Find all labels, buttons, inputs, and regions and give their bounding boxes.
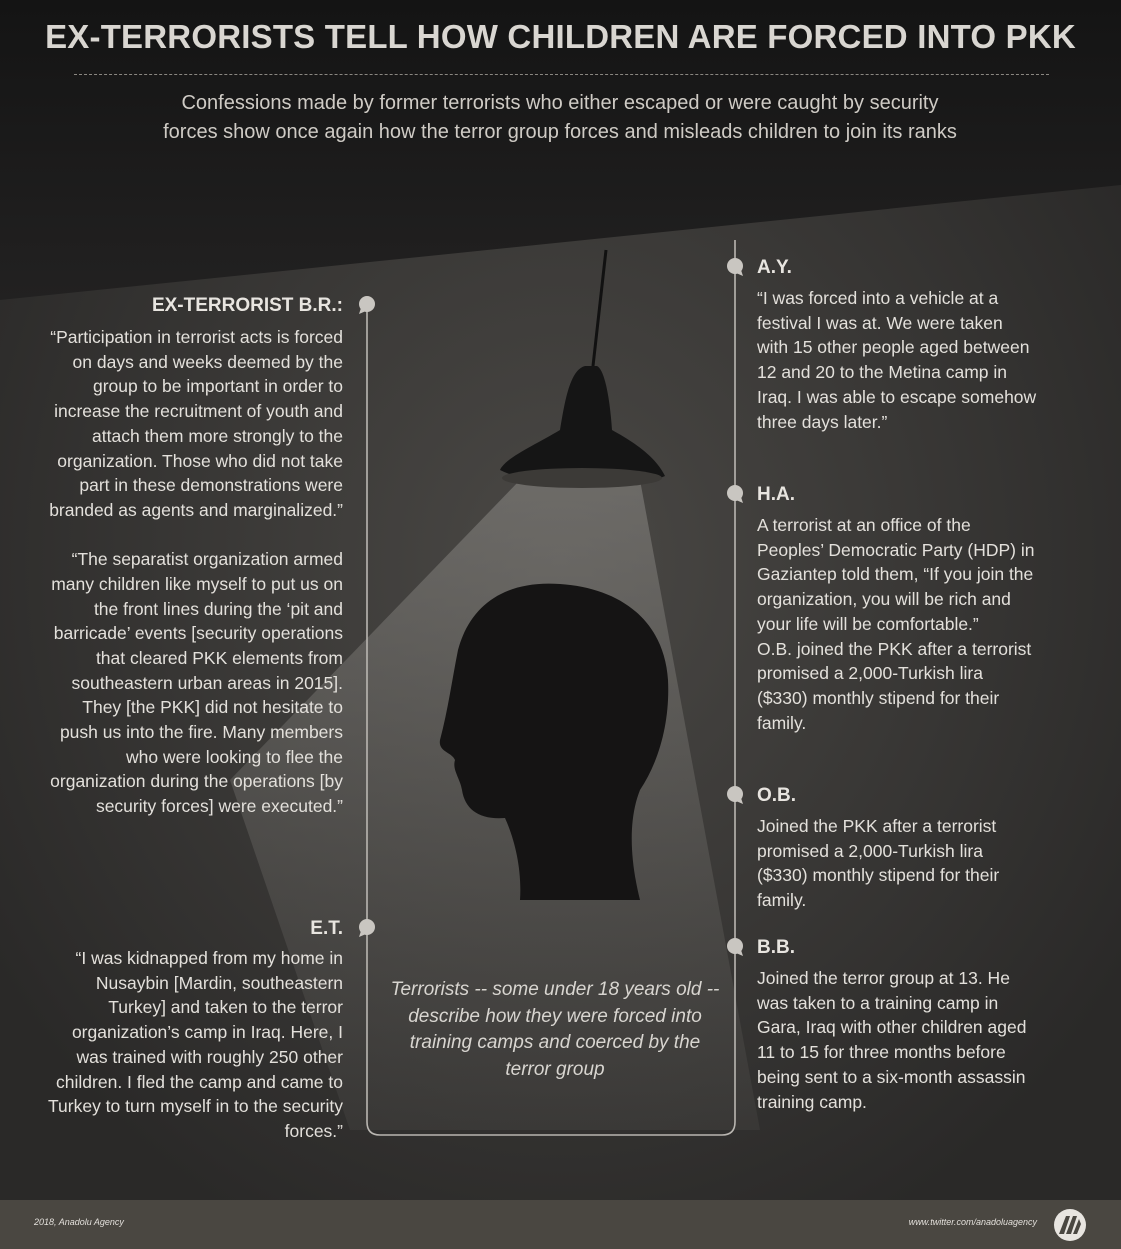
testimony-ob: Joined the PKK after a terrorist promised a 2,000-Turkish lira ($330) monthly stipend for their family. bbox=[757, 816, 1000, 911]
testimony-ha bbox=[757, 513, 1037, 735]
testimony-name-ob: O.B. bbox=[757, 785, 797, 806]
footer-twitter-link[interactable]: www.twitter.com/anadoluagency bbox=[908, 1217, 1037, 1227]
testimony-ay: “I was forced into a vehicle at a festival I was at. We were taken with 15 other people aged between 12 and 20 to the Metina camp in Iraq. I was able to escape somehow three days later.” bbox=[757, 288, 1037, 432]
testimony-name-ha: H.A. bbox=[757, 484, 795, 505]
testimony-bb: Joined the terror group at 13. He was taken to a training camp in Gara, Iraq with other children aged 11 to 15 for three months before being sent to a six-month assassin training camp. bbox=[757, 968, 1027, 1112]
page-subtitle: Confessions made by former terrorists who either escaped or were caught by security forces show once again how the terror group forces and misleads children to join its ranks bbox=[163, 92, 957, 143]
footer-credit: 2018, Anadolu Agency bbox=[34, 1217, 124, 1227]
footer bbox=[0, 1200, 1121, 1249]
speech-bubble-icon bbox=[725, 785, 745, 805]
testimony-name-ay: A.Y. bbox=[757, 257, 792, 278]
testimony-name-br: EX-TERRORIST B.R.: bbox=[151, 295, 343, 316]
title-divider bbox=[74, 74, 1049, 75]
illustration-caption: Terrorists -- some under 18 years old -- describe how they were forced into training camps and coerced by the terror group bbox=[390, 979, 720, 1080]
page-title: EX-TERRORISTS TELL HOW CHILDREN ARE FORCED INTO PKK bbox=[45, 18, 1076, 55]
anadolu-agency-logo-icon bbox=[1053, 1208, 1087, 1242]
speech-bubble-icon bbox=[357, 295, 377, 315]
testimony-text: “The separatist organization armed many children like myself to put us on the front lines during the ‘pit and barricade’ events [security operations that cleared PKK elements from southeastern urban areas in 2015]. They [the PKK] did not hesitate to push us into the fire. Many members who were looking to flee the organization during the operations [by security forces] were executed.” bbox=[50, 549, 343, 817]
speech-bubble-icon bbox=[725, 484, 745, 504]
testimony-text: “Participation in terrorist acts is forced on days and weeks deemed by the group to be important in order to increase the recruitment of youth and attach them more strongly to the organization. Those who did not take part in these demonstrations were branded as agents and marginalized.” bbox=[49, 327, 343, 520]
testimony-name-et: E.T. bbox=[310, 918, 343, 939]
testimony-name-bb: B.B. bbox=[757, 937, 795, 958]
testimony-text: A terrorist at an office of the Peoples’ Democratic Party (HDP) in Gaziantep told them, “If you join the organization, you will be rich and your life will be comfortable.” bbox=[757, 515, 1035, 634]
speech-bubble-icon bbox=[357, 918, 377, 938]
speech-bubble-icon bbox=[725, 257, 745, 277]
testimony-text: “I was kidnapped from my home in Nusaybin [Mardin, southeastern Turkey] and taken to the terror organization’s camp in Iraq. Here, I was trained with roughly 250 other children. I fled the camp and came to Turkey to turn myself in to the security forces.” bbox=[47, 948, 343, 1141]
testimony-text: O.B. joined the PKK after a terrorist promised a 2,000-Turkish lira ($330) monthly stipend for their family. bbox=[757, 638, 1032, 733]
testimony-br bbox=[43, 325, 343, 819]
testimony-et bbox=[43, 946, 343, 1144]
speech-bubble-icon bbox=[725, 937, 745, 957]
